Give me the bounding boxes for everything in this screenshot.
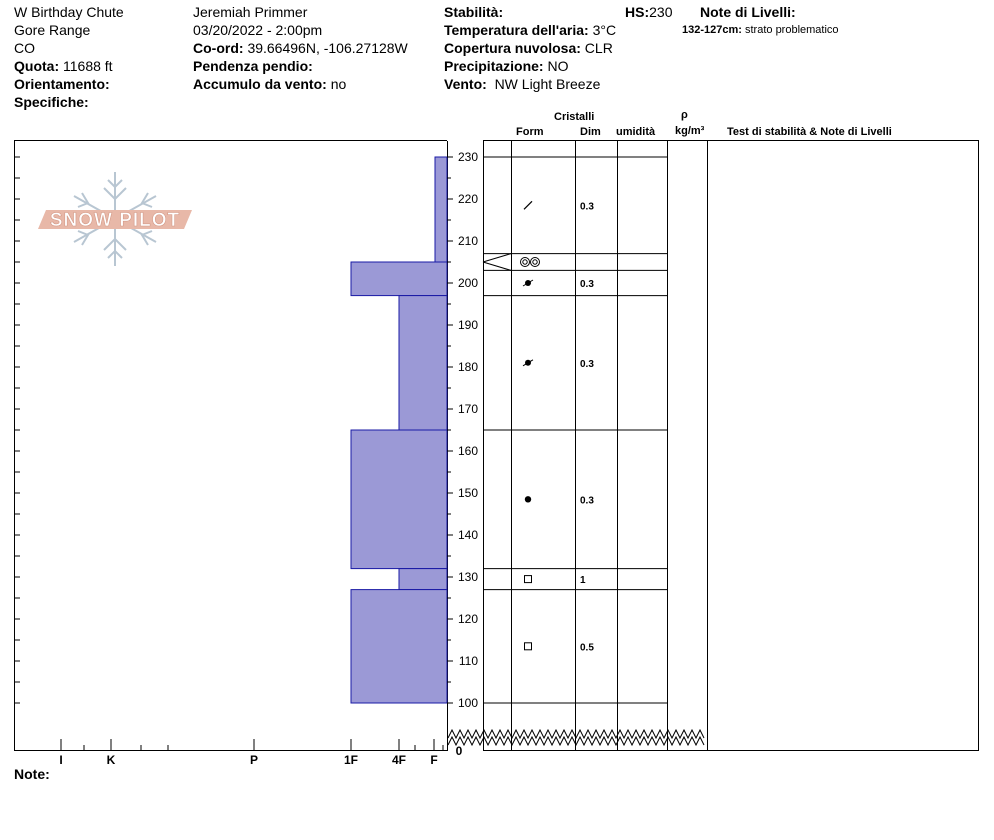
precip-particle-icon	[524, 201, 532, 209]
wind-loading-value: no	[330, 76, 347, 92]
aspect-label: Orientamento:	[14, 76, 110, 92]
layer-connector	[483, 254, 511, 262]
hardness-bar	[351, 430, 447, 569]
hardness-tick-label: 1F	[343, 753, 359, 767]
hs-label: HS:	[625, 4, 650, 20]
crystal-size: 0.3	[580, 279, 594, 290]
crystal-size: 0.3	[580, 358, 594, 370]
layer-notes-label: Note di Livelli:	[700, 4, 796, 20]
rho-header: ρ	[681, 109, 688, 121]
hardness-bar	[435, 157, 447, 262]
melt-crust-icon	[533, 260, 537, 264]
y-tick-label: 180	[457, 360, 478, 374]
mountain-range: Gore Range	[14, 22, 91, 38]
layer-note-range: 132-127cm:	[682, 24, 742, 36]
y-tick-label: 100	[457, 696, 478, 710]
faceted-crystal-icon	[525, 576, 532, 583]
air-temp-label: Temperatura dell'aria:	[444, 22, 589, 38]
hardness-tick-label: F	[430, 753, 438, 767]
hardness-bar	[399, 569, 447, 590]
wind-value: NW Light Breeze	[494, 76, 601, 92]
sky-label: Copertura nuvolosa:	[444, 40, 581, 56]
y-tick-label: 190	[457, 318, 478, 332]
faceted-crystal-icon	[525, 643, 532, 650]
air-temp-value: 3°C	[592, 22, 617, 38]
coord-value: 39.66496N, -106.27128W	[247, 40, 408, 56]
size-header: Dim	[580, 126, 601, 138]
precip-value: NO	[547, 58, 569, 74]
y-tick-label: 120	[457, 612, 478, 626]
observer-name: Jeremiah Primmer	[193, 4, 308, 20]
elevation-label: Quota:	[14, 58, 60, 74]
hardness-tick-label: I	[59, 753, 63, 767]
layer-connector	[483, 262, 511, 270]
precip-label: Precipitazione:	[444, 58, 544, 74]
y-tick-label: 140	[457, 528, 478, 542]
tests-header: Test di stabilità & Note di Livelli	[727, 126, 892, 138]
y-tick-label: 170	[457, 402, 478, 416]
hs-value: 230	[649, 4, 673, 20]
hardness-bar	[351, 262, 447, 296]
moisture-header: umidità	[616, 126, 656, 138]
y-zero-label: 0	[455, 744, 463, 758]
observation-datetime: 03/20/2022 - 2:00pm	[193, 22, 323, 38]
crystal-size: 1	[580, 575, 586, 587]
elevation-value: 11688 ft	[63, 58, 113, 74]
state: CO	[14, 40, 35, 56]
crystal-size: 0.5	[580, 642, 594, 654]
crystal-size: 0.3	[580, 201, 594, 213]
y-tick-label: 210	[457, 234, 478, 248]
sky-value: CLR	[584, 40, 613, 56]
rounded-grain-icon	[525, 496, 531, 502]
crystal-size: 0.3	[580, 495, 594, 507]
crystals-header: Cristalli	[554, 111, 595, 123]
y-tick-label: 200	[457, 276, 478, 290]
layer-note-text: strato problematico	[745, 24, 839, 36]
y-tick-label: 230	[457, 150, 478, 164]
slope-label: Pendenza pendio:	[193, 58, 313, 74]
melt-crust-icon	[523, 260, 527, 264]
form-header: Form	[516, 126, 544, 138]
snow-pilot-logo	[38, 172, 192, 266]
y-tick-label: 110	[458, 654, 478, 668]
wind-label: Vento:	[444, 76, 487, 92]
density-unit-header: kg/m³	[675, 125, 705, 137]
notes-label: Note:	[14, 766, 50, 782]
specifics-label: Specifiche:	[14, 94, 89, 110]
hardness-bar	[399, 296, 447, 430]
hardness-tick-label: P	[249, 753, 259, 767]
logo-text: SNOW PILOT	[49, 210, 181, 231]
tests-panel	[708, 141, 979, 751]
hardness-tick-label: 4F	[391, 753, 407, 767]
y-tick-label: 160	[457, 444, 478, 458]
hardness-bar	[351, 590, 447, 703]
coord-label: Co-ord:	[193, 40, 244, 56]
location-name: W Birthday Chute	[14, 4, 124, 20]
y-tick-label: 130	[457, 570, 478, 584]
y-tick-label: 150	[457, 486, 478, 500]
hardness-tick-label: K	[106, 753, 116, 767]
y-tick-label: 220	[457, 192, 478, 206]
stability-label: Stabilità:	[444, 4, 504, 20]
melt-crust-icon	[531, 258, 540, 267]
wind-loading-label: Accumulo da vento:	[193, 76, 327, 92]
melt-crust-icon	[521, 258, 530, 267]
